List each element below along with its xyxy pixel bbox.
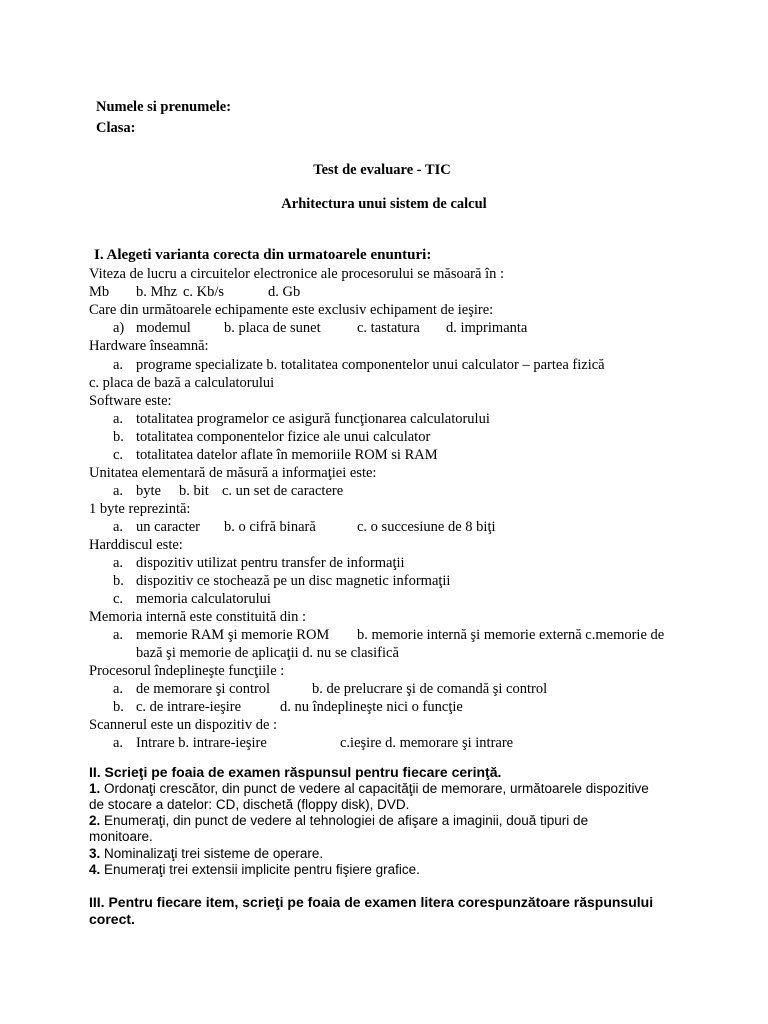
q2-option-a: modemul <box>136 320 191 336</box>
section3-heading-line2: corect. <box>89 911 135 927</box>
q1-option-b: b. Mhz <box>136 284 178 300</box>
item-number: 1. <box>89 781 101 796</box>
section2-item-3 <box>89 846 323 862</box>
q9-option-marker-1: a. <box>113 681 124 697</box>
q4-option-b: totalitatea componentelor fizice ale unui calculator <box>136 429 431 445</box>
q5-option-c: c. un set de caractere <box>222 483 344 499</box>
q9-option-b: b. de prelucrare şi de comandă şi control <box>312 681 548 697</box>
question-9: Procesorul îndeplineşte funcţiile : <box>89 663 285 679</box>
question-7: Harddiscul este: <box>89 537 183 553</box>
q2-option-b: b. placa de sunet <box>224 320 321 336</box>
question-4: Software este: <box>89 393 172 409</box>
q1-option-a: Mb <box>89 284 110 300</box>
item-text: Enumeraţi trei extensii implicite pentru fişiere grafice. <box>100 862 420 877</box>
question-3: Hardware înseamnă: <box>89 338 209 354</box>
name-label: Numele si prenumele: <box>96 99 232 115</box>
q10-option-marker: a. <box>113 735 124 751</box>
q4-option-a: totalitatea programelor ce asigură funcţionarea calculatorului <box>136 411 490 427</box>
q4-option-c-marker: c. <box>113 447 124 463</box>
item-text: Nominalizaţi trei sisteme de operare. <box>100 846 324 861</box>
q4-option-c: totalitatea datelor aflate în memoriile ROM si RAM <box>136 447 438 463</box>
q9-option-c: c. de intrare-ieşire <box>136 699 242 715</box>
item-text: Ordonaţi crescător, din punct de vedere al capacităţii de memorare, următoarele dispozitive <box>100 781 649 796</box>
q3-option-marker: a. <box>113 357 124 373</box>
section2-heading: II. Scrieţi pe foaia de examen răspunsul pentru fiecare cerinţă. <box>89 764 502 780</box>
question-2: Care din următoarele echipamente este exclusiv echipament de ieşire: <box>89 302 494 318</box>
q8-option-marker: a. <box>113 627 124 643</box>
q8-option-a: memorie RAM şi memorie ROM <box>136 627 330 643</box>
item-number: 2. <box>89 813 101 828</box>
section2-item-4 <box>89 862 420 878</box>
question-8: Memoria internă este constituită din : <box>89 609 307 625</box>
q9-option-a: de memorare şi control <box>136 681 271 697</box>
q6-option-c: c. o succesiune de 8 biţi <box>357 519 496 535</box>
question-10: Scannerul este un dispozitiv de : <box>89 717 278 733</box>
section2-item-1-line2: de stocare a datelor: CD, dischetă (floppy disk), DVD. <box>89 797 410 812</box>
q7-option-b: dispozitiv ce stochează pe un disc magnetic informaţii <box>136 573 451 589</box>
q2-option-d: d. imprimanta <box>446 320 528 336</box>
item-number: 4. <box>89 862 101 877</box>
class-label: Clasa: <box>96 120 136 136</box>
item-text: Enumeraţi, din punct de vedere al tehnologiei de afişare a imaginii, două tipuri de <box>100 813 589 828</box>
q10-option-c-d: c.ieşire d. memorare şi intrare <box>340 735 514 751</box>
q6-option-marker: a. <box>113 519 124 535</box>
section2-item-2-line1 <box>89 813 588 829</box>
q10-option-a-b: Intrare b. intrare-ieşire <box>136 735 267 751</box>
q3-options-line2: c. placa de bază a calculatorului <box>89 375 275 391</box>
question-1: Viteza de lucru a circuitelor electronice ale procesorului se măsoară în : <box>89 266 504 282</box>
q1-option-d: d. Gb <box>268 284 301 300</box>
q2-option-c: c. tastatura <box>357 320 420 336</box>
q7-option-b-marker: b. <box>113 573 124 589</box>
q1-option-c: c. Kb/s <box>183 284 225 300</box>
q8-option-b-c: b. memorie internă şi memorie externă c.memorie de <box>357 627 665 643</box>
section3-heading-line1: III. Pentru fiecare item, scrieţi pe foaia de examen litera corespunzătoare răspunsului <box>89 894 654 910</box>
q4-option-a-marker: a. <box>113 411 124 427</box>
q6-option-a: un caracter <box>136 519 200 535</box>
item-number: 3. <box>89 846 101 861</box>
question-5: Unitatea elementară de măsură a informaţiei este: <box>89 465 377 481</box>
q5-option-marker: a. <box>113 483 124 499</box>
page-subtitle: Arhitectura unui sistem de calcul <box>281 196 487 212</box>
question-6: 1 byte reprezintă: <box>89 501 191 517</box>
q6-option-b: b. o cifră binară <box>224 519 316 535</box>
q7-option-a-marker: a. <box>113 555 124 571</box>
q3-options-line1: programe specializate b. totalitatea componentelor unui calculator – partea fizică <box>136 357 605 373</box>
q9-option-marker-2: b. <box>113 699 124 715</box>
q7-option-c-marker: c. <box>113 591 124 607</box>
q8-options-line2: bază şi memorie de aplicaţii d. nu se clasifică <box>136 645 399 661</box>
section1-heading: I. Alegeti varianta corecta din urmatoarele enunturi: <box>94 247 432 263</box>
q2-option-marker: a) <box>113 320 125 336</box>
q9-option-d: d. nu îndeplineşte nici o funcţie <box>280 699 463 715</box>
section2-item-1-line1 <box>89 781 649 797</box>
q7-option-c: memoria calculatorului <box>136 591 271 607</box>
page-title: Test de evaluare - TIC <box>313 162 451 178</box>
q7-option-a: dispozitiv utilizat pentru transfer de informaţii <box>136 555 405 571</box>
section2-item-2-line2: monitoare. <box>89 829 153 844</box>
q5-option-b: b. bit <box>179 483 209 499</box>
q4-option-b-marker: b. <box>113 429 124 445</box>
q5-option-a: byte <box>136 483 161 499</box>
